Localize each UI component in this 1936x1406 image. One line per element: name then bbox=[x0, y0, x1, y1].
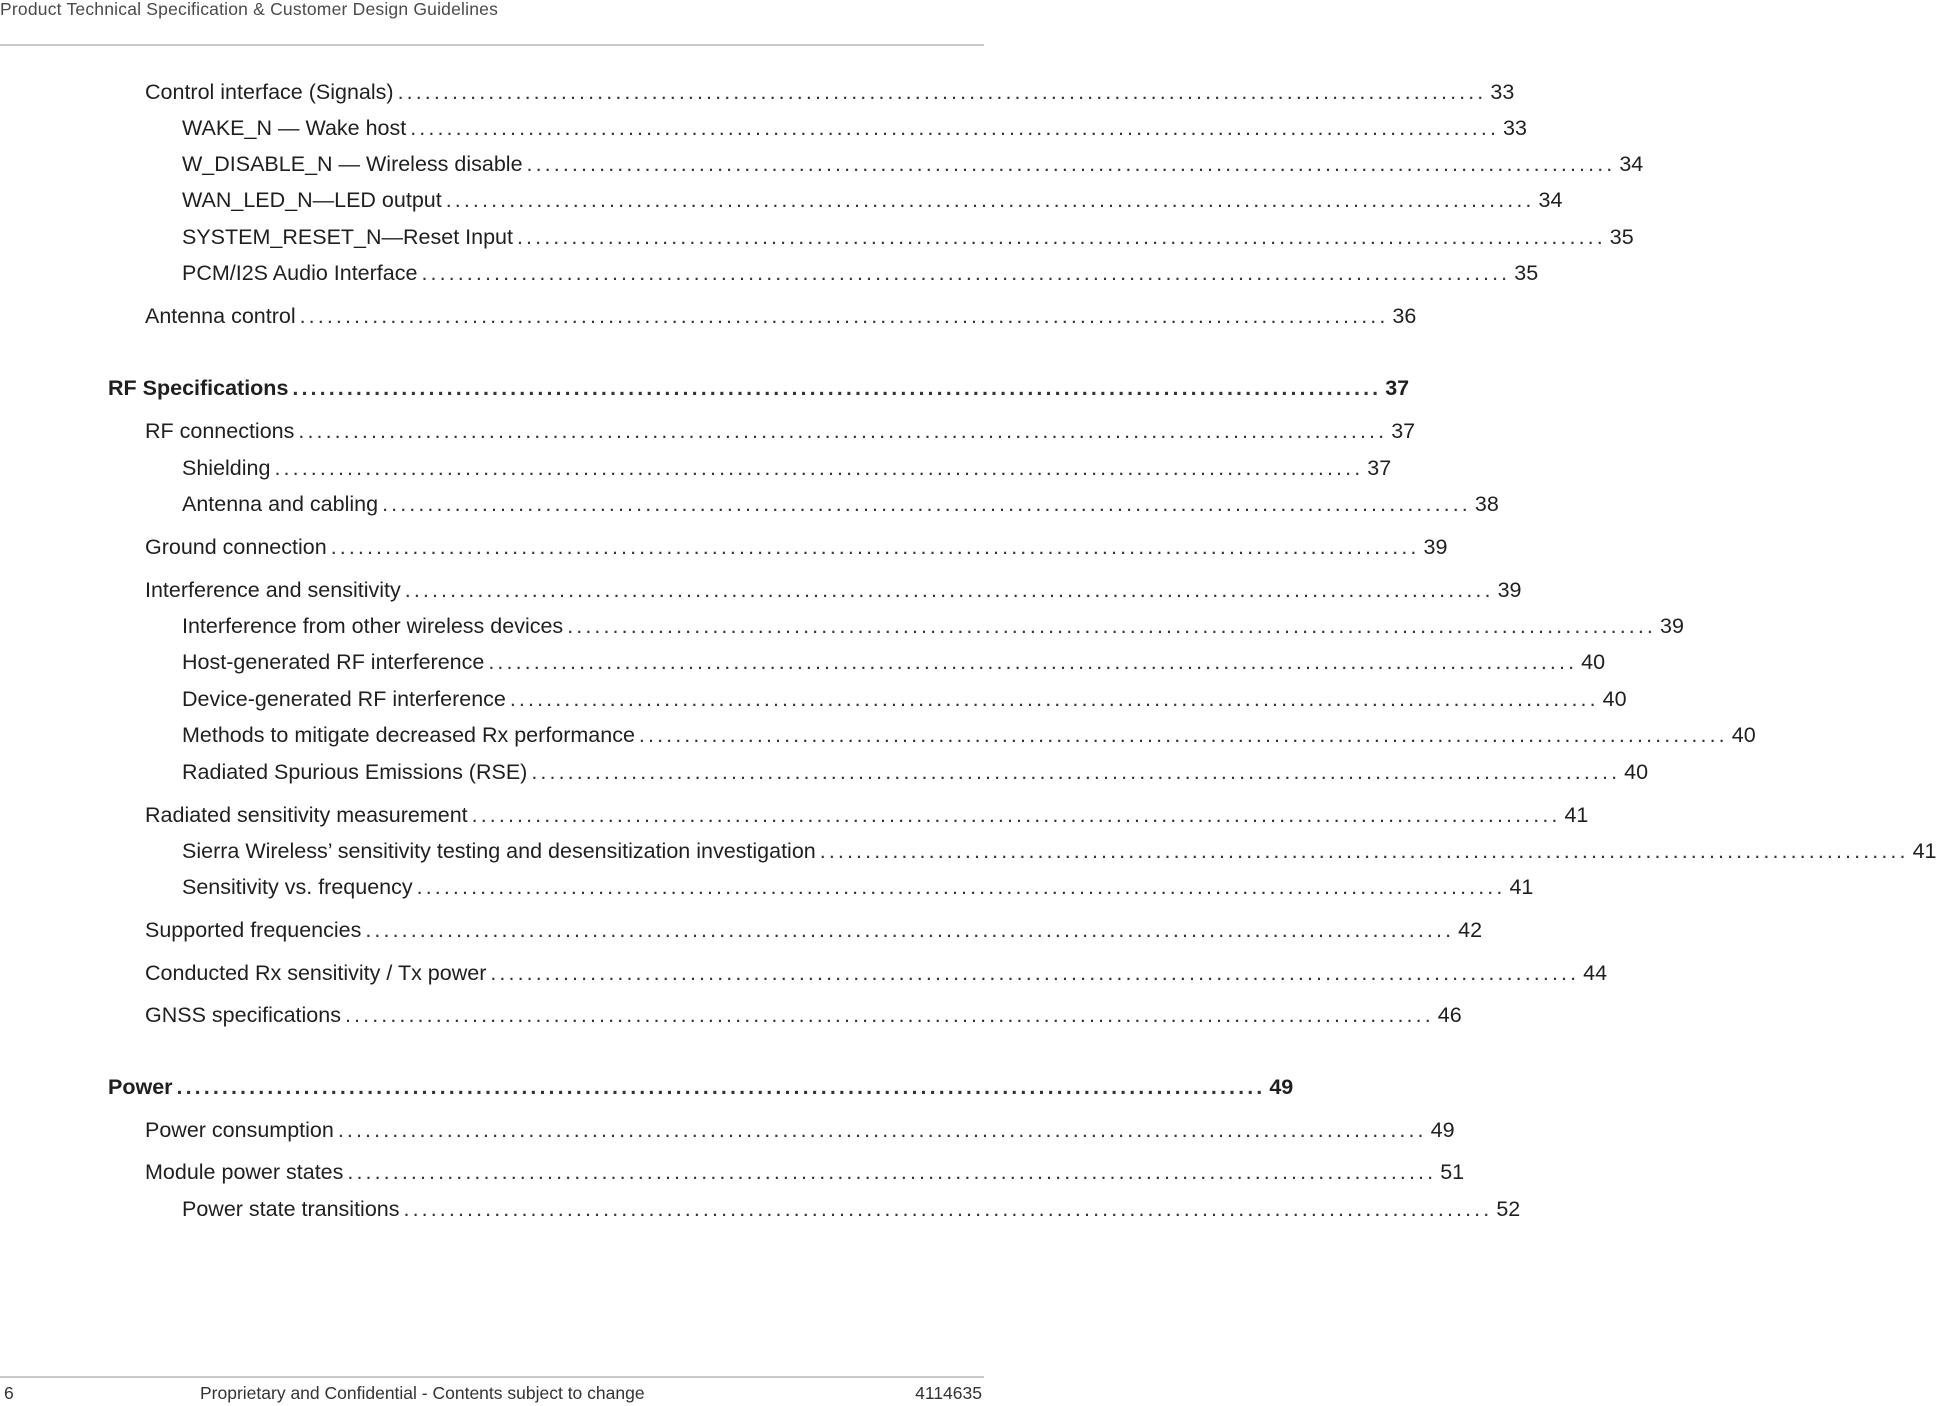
toc-entry-title: SYSTEM_RESET_N—Reset Input bbox=[182, 225, 513, 249]
toc-page-number: 40 bbox=[1624, 760, 1649, 784]
toc-leader-dots: ........................................................................................................................ bbox=[397, 80, 1487, 104]
toc-entry-title: Conducted Rx sensitivity / Tx power bbox=[145, 961, 487, 985]
toc-entry-title: RF connections bbox=[145, 419, 295, 443]
document-title: Product Technical Specification & Customer Design Guidelines bbox=[0, 0, 499, 19]
toc-page-number: 34 bbox=[1619, 152, 1644, 176]
toc-leader-dots: ........................................................................................................................ bbox=[176, 1075, 1266, 1099]
toc-entry-title: Device-generated RF interference bbox=[182, 687, 506, 711]
toc-entry-title: WAN_LED_N—LED output bbox=[182, 188, 442, 212]
toc-leader-dots: ........................................................................................................................ bbox=[403, 1197, 1493, 1221]
toc-leader-dots: ........................................................................................................................ bbox=[488, 650, 1578, 674]
toc-entry-title: Shielding bbox=[182, 456, 271, 480]
toc-entry-title: Module power states bbox=[145, 1160, 344, 1184]
toc-entry-title: Methods to mitigate decreased Rx performance bbox=[182, 723, 635, 747]
toc-leader-dots: ........................................................................................................................ bbox=[330, 535, 1420, 559]
toc-leader-dots: ........................................................................................................................ bbox=[421, 261, 1511, 285]
toc-leader-dots: ........................................................................................................................ bbox=[531, 760, 1621, 784]
toc-entry-title: Interference and sensitivity bbox=[145, 578, 401, 602]
toc-page-number: 49 bbox=[1430, 1118, 1455, 1142]
confidentiality-notice: Proprietary and Confidential - Contents subject to change bbox=[200, 1383, 645, 1403]
toc-entry-title: Supported frequencies bbox=[145, 918, 362, 942]
toc-entry[interactable] bbox=[108, 373, 1410, 403]
toc-entry-title: WAKE_N — Wake host bbox=[182, 116, 407, 140]
toc-entry[interactable] bbox=[182, 113, 1527, 143]
toc-page-number: 35 bbox=[1609, 225, 1634, 249]
toc-page-number: 39 bbox=[1660, 614, 1684, 638]
toc-leader-dots: ........................................................................................................................ bbox=[445, 188, 1535, 212]
toc-entry[interactable] bbox=[145, 915, 1483, 945]
toc-page-number: 52 bbox=[1496, 1197, 1521, 1221]
toc-entry[interactable] bbox=[145, 1157, 1465, 1187]
toc-entry[interactable] bbox=[145, 301, 1417, 331]
toc-entry[interactable] bbox=[182, 149, 1644, 179]
document-number: 4114635 bbox=[915, 1383, 982, 1403]
toc-entry[interactable] bbox=[145, 416, 1416, 446]
toc-page-number: 37 bbox=[1385, 376, 1410, 400]
toc-entry[interactable] bbox=[145, 575, 1522, 605]
toc-page-number: 44 bbox=[1583, 961, 1608, 985]
toc-page-number: 40 bbox=[1731, 723, 1756, 747]
toc-leader-dots: ........................................................................................................................ bbox=[365, 918, 1455, 942]
toc-entry-title: Power bbox=[108, 1075, 173, 1099]
toc-leader-dots: ........................................................................................................................ bbox=[471, 803, 1561, 827]
toc-entry-title: Sensitivity vs. frequency bbox=[182, 875, 413, 899]
toc-entry-title: Antenna control bbox=[145, 304, 296, 328]
toc-leader-dots: ........................................................................................................................ bbox=[274, 456, 1364, 480]
toc-page-number: 51 bbox=[1440, 1160, 1465, 1184]
toc-entry-title: Power state transitions bbox=[182, 1197, 400, 1221]
toc-entry-title: Ground connection bbox=[145, 535, 327, 559]
toc-entry-title: Sierra Wireless’ sensitivity testing and desensitization investigation bbox=[182, 839, 816, 863]
toc-leader-dots: ........................................................................................................................ bbox=[526, 152, 1616, 176]
toc-entry-title: Radiated Spurious Emissions (RSE) bbox=[182, 760, 528, 784]
toc-page-number: 41 bbox=[1564, 803, 1589, 827]
toc-entry[interactable] bbox=[182, 757, 1649, 787]
toc-entry[interactable] bbox=[108, 1072, 1294, 1102]
toc-entry[interactable] bbox=[182, 720, 1756, 750]
toc-leader-dots: ........................................................................................................................ bbox=[298, 419, 1388, 443]
toc-entry-title: Radiated sensitivity measurement bbox=[145, 803, 468, 827]
toc-entry[interactable] bbox=[145, 1115, 1455, 1145]
toc-entry-title: GNSS specifications bbox=[145, 1003, 341, 1027]
toc-entry-title: Antenna and cabling bbox=[182, 492, 379, 516]
toc-page-number: 42 bbox=[1458, 918, 1483, 942]
toc-page-number: 41 bbox=[1509, 875, 1534, 899]
toc-entry[interactable] bbox=[145, 958, 1608, 988]
toc-page-number: 40 bbox=[1602, 687, 1627, 711]
toc-entry-title: Host-generated RF interference bbox=[182, 650, 485, 674]
toc-entry[interactable] bbox=[145, 800, 1589, 830]
toc-page-number: 41 bbox=[1912, 839, 1936, 863]
toc-entry-title: Power consumption bbox=[145, 1118, 334, 1142]
toc-entry[interactable] bbox=[182, 185, 1563, 215]
toc-entry-title: W_DISABLE_N — Wireless disable bbox=[182, 152, 523, 176]
toc-entry[interactable] bbox=[182, 1194, 1521, 1224]
toc-entry-title: Interference from other wireless devices bbox=[182, 614, 564, 638]
toc-entry[interactable] bbox=[182, 222, 1634, 252]
toc-leader-dots: ........................................................................................................................ bbox=[638, 723, 1728, 747]
toc-page-number: 49 bbox=[1269, 1075, 1294, 1099]
toc-page-number: 34 bbox=[1538, 188, 1563, 212]
toc-page-number: 37 bbox=[1367, 456, 1392, 480]
toc-leader-dots: ........................................................................................................................ bbox=[292, 376, 1382, 400]
toc-page-number: 37 bbox=[1391, 419, 1416, 443]
toc-page-number: 35 bbox=[1514, 261, 1539, 285]
toc-leader-dots: ........................................................................................................................ bbox=[567, 614, 1656, 638]
toc-entry[interactable] bbox=[182, 872, 1534, 902]
toc-leader-dots: ........................................................................................................................ bbox=[819, 839, 1909, 863]
toc-entry-title: RF Specifications bbox=[108, 376, 289, 400]
toc-leader-dots: ........................................................................................................................ bbox=[509, 687, 1599, 711]
toc-leader-dots: ........................................................................................................................ bbox=[347, 1160, 1437, 1184]
toc-page-number: 39 bbox=[1423, 535, 1448, 559]
toc-leader-dots: ........................................................................................................................ bbox=[337, 1118, 1427, 1142]
toc-page-number: 33 bbox=[1490, 80, 1515, 104]
toc-entry[interactable] bbox=[182, 836, 1936, 866]
toc-entry[interactable] bbox=[145, 1000, 1462, 1030]
toc-leader-dots: ........................................................................................................................ bbox=[516, 225, 1606, 249]
toc-entry[interactable] bbox=[182, 611, 1684, 641]
footer-page-number: 6 bbox=[4, 1383, 14, 1403]
toc-page-number: 33 bbox=[1503, 116, 1527, 140]
toc-entry-title: PCM/I2S Audio Interface bbox=[182, 261, 418, 285]
toc-leader-dots: ........................................................................................................................ bbox=[299, 304, 1389, 328]
toc-entry[interactable] bbox=[182, 258, 1539, 288]
toc-page-number: 38 bbox=[1474, 492, 1499, 516]
toc-leader-dots: ........................................................................................................................ bbox=[344, 1003, 1434, 1027]
toc-entry[interactable] bbox=[145, 532, 1448, 562]
toc-entry[interactable] bbox=[182, 489, 1499, 519]
toc-leader-dots: ........................................................................................................................ bbox=[490, 961, 1580, 985]
toc-page-number: 46 bbox=[1437, 1003, 1462, 1027]
toc-page-number: 39 bbox=[1497, 578, 1522, 602]
toc-entry[interactable] bbox=[182, 684, 1627, 714]
toc-entry[interactable] bbox=[145, 77, 1515, 107]
toc-leader-dots: ........................................................................................................................ bbox=[382, 492, 1471, 516]
toc-leader-dots: ........................................................................................................................ bbox=[404, 578, 1494, 602]
toc-leader-dots: ........................................................................................................................ bbox=[416, 875, 1506, 899]
page-footer bbox=[0, 1376, 984, 1406]
toc-page-number: 36 bbox=[1392, 304, 1417, 328]
toc-entry[interactable] bbox=[182, 453, 1392, 483]
toc-entry-title: Control interface (Signals) bbox=[145, 80, 394, 104]
toc-leader-dots: ........................................................................................................................ bbox=[410, 116, 1500, 140]
toc-entry[interactable] bbox=[182, 647, 1606, 677]
toc-page-number: 40 bbox=[1581, 650, 1606, 674]
